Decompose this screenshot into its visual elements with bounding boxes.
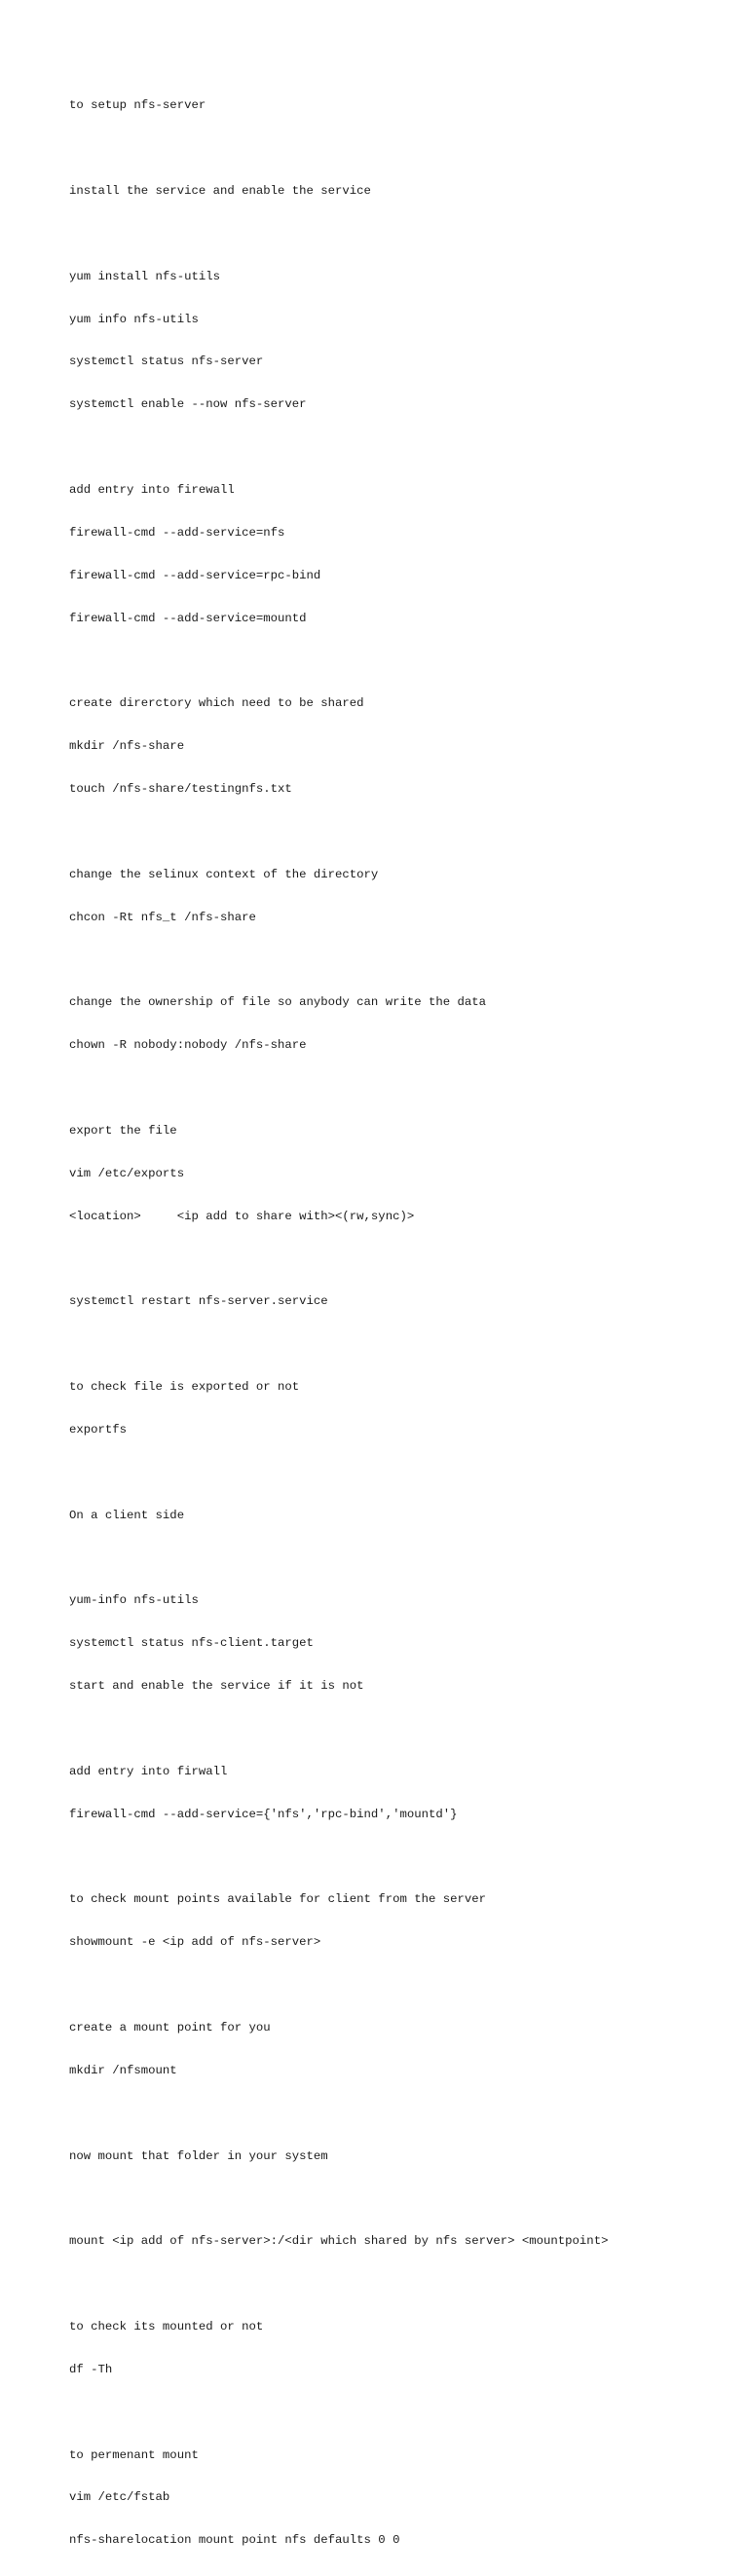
text-line: change the ownership of file so anybody can write the data [69, 995, 487, 1010]
blank-line [69, 825, 731, 840]
text-line: now mount that folder in your system [69, 2148, 328, 2163]
text-line: export the file [69, 1123, 177, 1138]
text-line: to setup nfs-server [69, 98, 206, 113]
text-line: create a mount point for you [69, 2020, 271, 2035]
text-line: start and enable the service if it is not [69, 1679, 364, 1694]
text-line: to check mount points available for client from the server [69, 1892, 487, 1907]
command-line: yum-info nfs-utils [69, 1593, 199, 1608]
command-line: mkdir /nfsmount [69, 2063, 177, 2077]
command-line: firewall-cmd --add-service=nfs [69, 525, 285, 540]
blank-line [69, 2191, 731, 2206]
blank-line [69, 2107, 731, 2121]
text-line: to check its mounted or not [69, 2319, 264, 2333]
command-line: vim /etc/exports [69, 1166, 185, 1180]
blank-line [69, 1251, 731, 1266]
command-line: yum install nfs-utils [69, 269, 220, 283]
command-line: systemctl status nfs-client.target [69, 1636, 314, 1651]
command-line: systemctl restart nfs-server.service [69, 1294, 328, 1309]
blank-line [69, 141, 731, 156]
command-line: <location> <ip add to share with><(rw,sync)> [69, 1209, 415, 1223]
blank-line [69, 1466, 731, 1480]
text-line: to check file is exported or not [69, 1380, 300, 1395]
blank-line [69, 1337, 731, 1352]
text-line: change the selinux context of the directory [69, 867, 379, 881]
command-line: firewall-cmd --add-service=rpc-bind [69, 568, 321, 582]
command-line: systemctl status nfs-server [69, 355, 264, 369]
blank-line [69, 2406, 731, 2420]
command-line: firewall-cmd --add-service=mountd [69, 611, 307, 625]
command-line: yum info nfs-utils [69, 312, 199, 326]
command-line: chown -R nobody:nobody /nfs-share [69, 1038, 307, 1053]
section-heading: On a client side [69, 1508, 185, 1522]
blank-line [69, 1550, 731, 1565]
text-line: install the service and enable the service [69, 183, 371, 198]
blank-line [69, 1081, 731, 1096]
command-line: mount <ip add of nfs-server>:/<dir which shared by nfs server> <mountpoint> [69, 2234, 609, 2249]
command-line: exportfs [69, 1422, 128, 1437]
command-line: nfs-sharelocation mount point nfs defaults 0 0 [69, 2533, 400, 2548]
blank-line [69, 440, 731, 455]
text-line: add entry into firewall [69, 482, 235, 497]
command-line: chcon -Rt nfs_t /nfs-share [69, 910, 256, 924]
blank-line [69, 653, 731, 668]
command-line: firewall-cmd --add-service={'nfs','rpc-bind','mountd'} [69, 1807, 458, 1821]
command-line: systemctl enable --now nfs-server [69, 397, 307, 412]
document-text [69, 70, 731, 2576]
command-line: touch /nfs-share/testingnfs.txt [69, 782, 292, 796]
blank-line [69, 952, 731, 967]
command-line: df -Th [69, 2362, 113, 2376]
blank-line [69, 2277, 731, 2292]
blank-line [69, 1849, 731, 1864]
text-line: to permenant mount [69, 2447, 199, 2462]
text-line: create direrctory which need to be shared [69, 696, 364, 711]
text-line: add entry into firwall [69, 1764, 228, 1778]
blank-line [69, 1722, 731, 1736]
command-line: mkdir /nfs-share [69, 739, 185, 754]
command-line: showmount -e <ip add of nfs-server> [69, 1935, 321, 1950]
blank-line [69, 227, 731, 242]
blank-line [69, 1978, 731, 1993]
command-line: vim /etc/fstab [69, 2490, 170, 2505]
